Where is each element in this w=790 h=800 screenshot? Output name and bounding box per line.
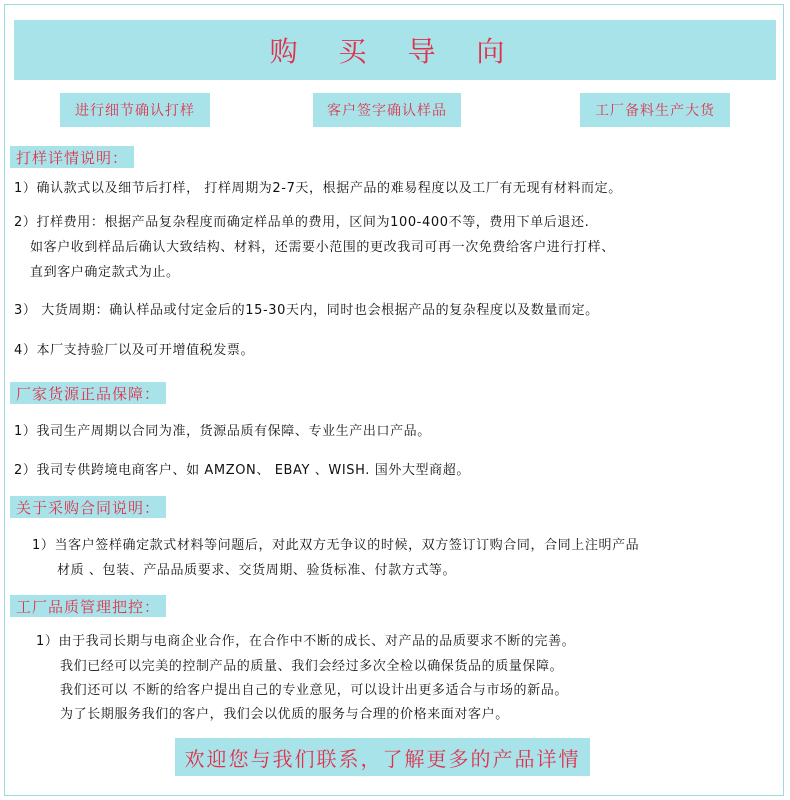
quality-line-3: 我们还可以 不断的给客户提出自己的专业意见，可以设计出更多适合与市场的新品。 [60,683,568,698]
section-heading-sample: 打样详情说明： [10,146,134,168]
section-heading-guarantee: 厂家货源正品保障： [10,382,166,404]
contract-line-1: 1）当客户签样确定款式材料等问题后，对此双方无争议的时候，双方签订订购合同，合同上注明产品 [32,538,640,553]
section-heading-contract: 关于采购合同说明： [10,496,166,518]
step-customer-sign: 客户签字确认样品 [313,93,461,127]
contract-line-2: 材质 、包装、产品品质要求、交货周期、验货标准、付款方式等。 [57,563,457,578]
step-sample-confirm: 进行细节确认打样 [60,93,210,127]
quality-line-2: 我们已经可以完美的控制产品的质量、我们会经过多次全检以确保货品的质量保障。 [60,659,564,674]
sample-line-2: 2）打样费用：根据产品复杂程度而确定样品单的费用，区间为100-400不等，费用下单后退还. [14,215,590,230]
section-heading-quality: 工厂品质管理把控： [10,595,166,617]
page-title: 购 买 导 向 [269,35,521,68]
sample-line-4: 直到客户确定款式为止。 [30,265,180,280]
sample-line-5: 3） 大货周期：确认样品或付定金后的15-30天内，同时也会根据产品的复杂程度以及数量而定。 [14,303,599,318]
quality-line-1: 1）由于我司长期与电商企业合作，在合作中不断的成长、对产品的品质要求不断的完善。 [36,634,576,649]
page-title-banner [14,20,776,80]
guarantee-line-1: 1）我司生产周期以合同为准，货源品质有保障、专业生产出口产品。 [14,424,431,439]
quality-line-4: 为了长期服务我们的客户，我们会以优质的服务与合理的价格来面对客户。 [60,707,509,722]
sample-line-1: 1）确认款式以及细节后打样， 打样周期为2-7天，根据产品的难易程度以及工厂有无现有材料而定。 [14,181,622,196]
guarantee-line-2: 2）我司专供跨境电商客户、如 AMZON、 EBAY 、WISH. 国外大型商超。 [14,463,470,478]
sample-line-3: 如客户收到样品后确认大致结构、材料，还需要小范围的更改我司可再一次免费给客户进行打样、 [30,240,615,255]
sample-line-6: 4）本厂支持验厂以及可开增值税发票。 [14,343,255,358]
step-mass-production: 工厂备料生产大货 [580,93,730,127]
contact-banner: 欢迎您与我们联系，了解更多的产品详情 [175,738,590,776]
